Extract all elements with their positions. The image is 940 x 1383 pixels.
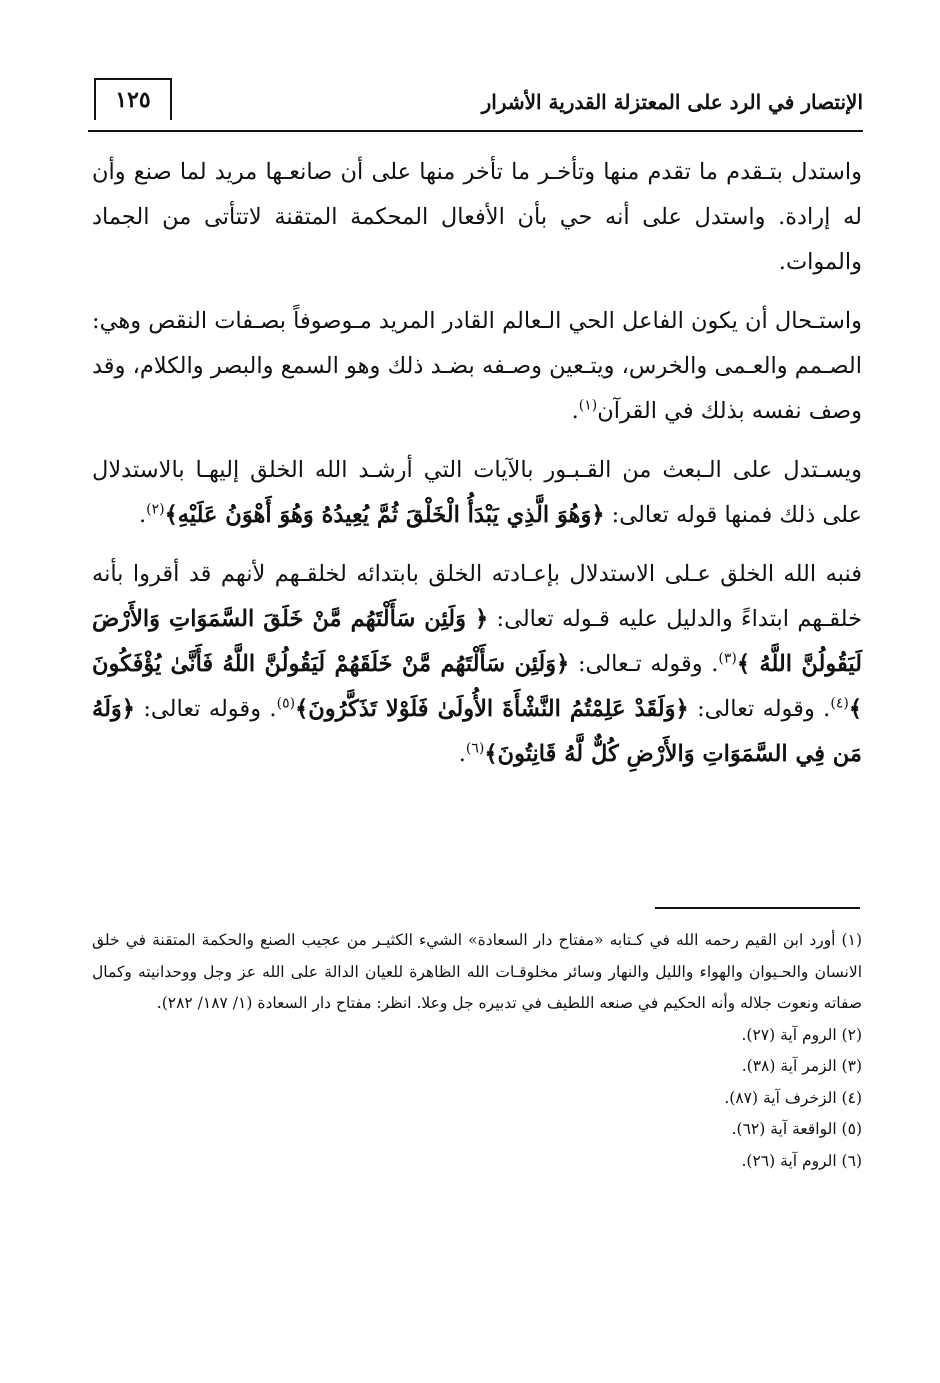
paragraph-text: فنبه الله الخلق عـلى الاستدلال بإعـادته الخلق بابتدائه لخلقـهم لأنهم قد أقروا بأنه خلقـهم ابتداءً والدليل عليه قـوله تعالى: [92, 561, 862, 632]
page-header [88, 78, 863, 132]
footnote-ref: (٣) [718, 650, 737, 667]
footnote-ref: (٤) [830, 695, 849, 712]
footnote-ref: (٥) [276, 695, 296, 712]
paragraph-text: واستـحال أن يكون الفاعل الحي الـعالم القادر المريد مـوصوفاً بصـفات النقص وهي: الصـمم والعـمى والخرس، ويتـعين وصـفه بضـد ذلك وهو السمع والبصر والكلام، وقد وصف نفسه بذلك في القرآن [92, 308, 862, 424]
paragraph [92, 552, 862, 777]
paragraph-text: . وقوله تعالى: [134, 696, 277, 722]
paragraph-text: . [458, 741, 466, 767]
paragraph-text: . [138, 502, 147, 528]
footnote: (٥) الواقعة آية (٦٢). [731, 1120, 862, 1138]
main-text [92, 150, 862, 791]
paragraph-text: . [571, 398, 579, 424]
paragraph [92, 150, 862, 285]
paragraph [92, 299, 862, 434]
quran-verse: ﴿ وَلَئِن سَأَلْتَهُم مَّنْ خَلَقَ السَّمَوَاتِ وَالأَرْضَ لَيَقُولُنَّ اللَّهُ ﴾ [92, 606, 862, 677]
footnote: (٣) الزمر آية (٣٨). [741, 1057, 862, 1075]
footnote: (١) أورد ابن القيم رحمه الله في كـتابه «مفتاح دار السعادة» الشيء الكثيـر من عجيب الصنع والحكمة المتقنة في خلق الانسان والحـيوان والهواء والليل والنهار وسائر مخلوقـات الله الظاهرة للعيان الدالة على الله عز وجل ووحدانيته وكمال صفاته ونعوت جلاله وأنه الحكيم في صنعه اللطيف في تدبيره جل وعلا. انظر: مفتاح دار السعادة (١/ ١٨٧/ ٢٨٢). [92, 931, 862, 1012]
footnote: (٦) الروم آية (٢٦). [741, 1151, 862, 1170]
paragraph-text: واستدل بتـقدم ما تقدم منها وتأخـر ما تأخر منها على أن صانعـها مريد لما صنع وأن له إرادة. واستدل على أنه حي بأن الأفعال المحكمة المتقنة لاتتأتى من الجماد والموات. [92, 159, 862, 275]
quran-verse: ﴿وَلَقَدْ عَلِمْتُمُ النَّشْأَةَ الأُولَىٰ فَلَوْلا تَذَكَّرُونَ﴾ [295, 696, 689, 722]
footnote-ref: (١) [578, 397, 598, 414]
paragraph-text: . وقوله تعالى: [688, 696, 831, 722]
paragraph-text: . وقوله تـعالى: [569, 651, 719, 677]
page-number: ١٢٥ [94, 78, 172, 120]
footnote-ref: (٦) [465, 740, 485, 757]
footnote-separator [655, 907, 860, 909]
footnote: (٤) الزخرف آية (٨٧). [724, 1088, 862, 1107]
paragraph [92, 448, 862, 538]
footnotes [92, 925, 862, 1177]
footnote: (٢) الروم آية (٢٧). [741, 1025, 862, 1044]
paragraph-text: ويسـتدل على الـبعث من القـبـور بالآيات التي أرشـد الله الخلق إليهـا بالاستدلال على ذلك فمنها قوله تعالى: [92, 457, 862, 528]
running-title: الإنتصار في الرد على المعتزلة القدرية الأشرار [481, 90, 863, 114]
quran-verse: ﴿وَلَهُ مَن فِي السَّمَوَاتِ وَالأَرْضِ كُلٌّ لَّهُ قَانِتُونَ﴾ [92, 696, 862, 767]
footnote-ref: (٢) [146, 501, 165, 518]
quran-verse: ﴿وَلَئِن سَأَلْتَهُم مَّنْ خَلَقَهُمْ لَيَقُولُنَّ اللَّهُ فَأَنَّىٰ يُؤْفَكُونَ ﴾ [92, 651, 862, 722]
quran-verse: ﴿وَهُوَ الَّذِي يَبْدَأُ الْخَلْقَ ثُمَّ يُعِيدُهُ وَهُوَ أَهْوَنُ عَلَيْهِ﴾ [164, 502, 605, 528]
